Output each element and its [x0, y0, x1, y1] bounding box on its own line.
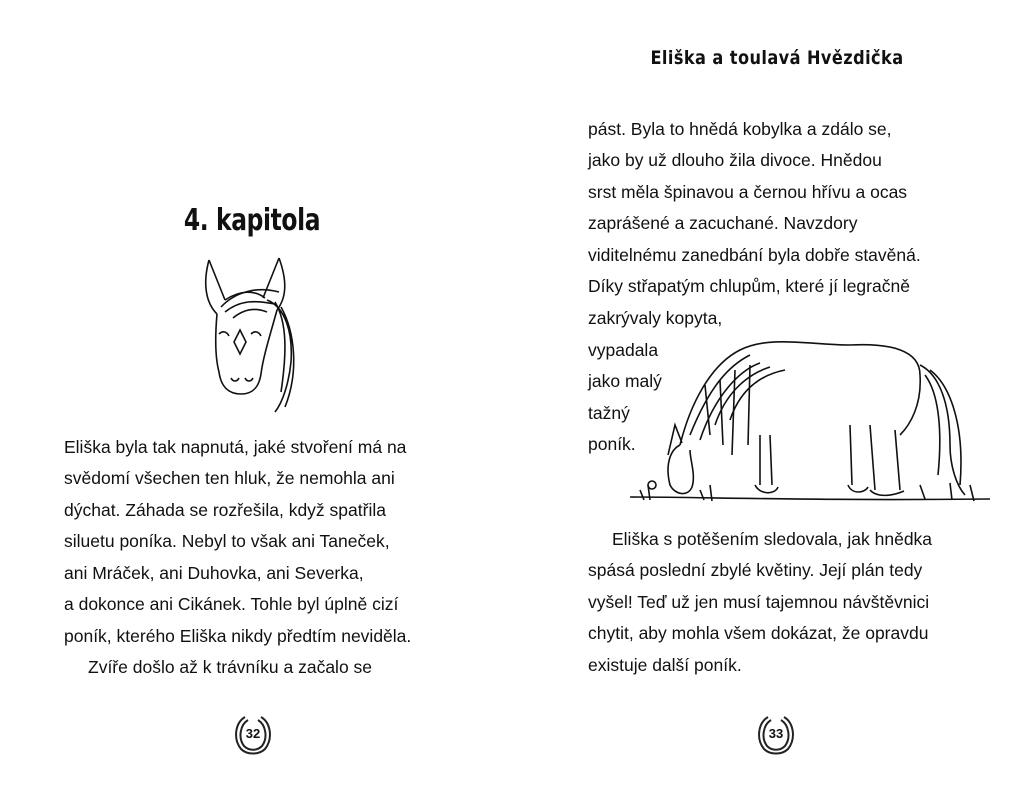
text-line: chytit, aby mohla všem dokázat, že opravdu — [588, 623, 929, 643]
text-line: pást. Byla to hnědá kobylka a zdálo se, — [588, 119, 892, 139]
text-line: vypadala — [588, 340, 659, 360]
text-line: viditelnému zanedbání byla dobře stavěná. — [588, 245, 921, 265]
text-line: ani Mráček, ani Duhovka, ani Severka, — [64, 563, 364, 583]
text-line: spásá poslední zbylé květiny. Její plán tedy — [588, 560, 923, 580]
page-number-label: 33 — [768, 726, 784, 741]
text-line: poník, kterého Eliška nikdy předtím neviděla. — [64, 626, 412, 646]
text-line: siluetu poníka. Nebyl to však ani Taneček, — [64, 531, 390, 551]
text-line: Eliška s potěšením sledovala, jak hnědka — [612, 529, 933, 549]
chapter-title: 4. kapitola — [183, 203, 321, 238]
text-line: vyšel! Teď už jen musí tajemnou návštěvnici — [588, 592, 930, 612]
text-line: Zvíře došlo až k trávníku a začalo se — [88, 657, 373, 677]
text-line: existuje další poník. — [588, 655, 742, 675]
text-line: a dokonce ani Cikánek. Tohle byl úplně cizí — [64, 594, 399, 614]
text-line: Díky střapatým chlupům, které jí legračně — [588, 276, 910, 296]
page-number-32 — [231, 713, 275, 757]
text-line: dýchat. Záhada se rozřešila, když spatřila — [64, 500, 386, 520]
page-number-33 — [754, 713, 798, 757]
text-line: jako malý — [588, 371, 662, 391]
text-line: tažný — [588, 403, 630, 423]
text-line: svědomí všechen ten hluk, že nemohla ani — [64, 468, 395, 488]
text-line: Eliška byla tak napnutá, jaké stvoření má na — [64, 437, 407, 457]
text-line: srst měla špinavou a černou hřívu a ocas — [588, 182, 908, 202]
text-line: poník. — [588, 434, 636, 454]
horse-head-illustration — [195, 252, 310, 417]
page-number-label: 32 — [245, 726, 261, 741]
grazing-pony-illustration — [620, 325, 1000, 515]
text-line: zakrývaly kopyta, — [588, 308, 723, 328]
text-line: zaprášené a zacuchané. Navzdory — [588, 213, 858, 233]
text-line: jako by už dlouho žila divoce. Hnědou — [588, 150, 882, 170]
running-header: Eliška a toulavá Hvězdička — [650, 47, 904, 69]
